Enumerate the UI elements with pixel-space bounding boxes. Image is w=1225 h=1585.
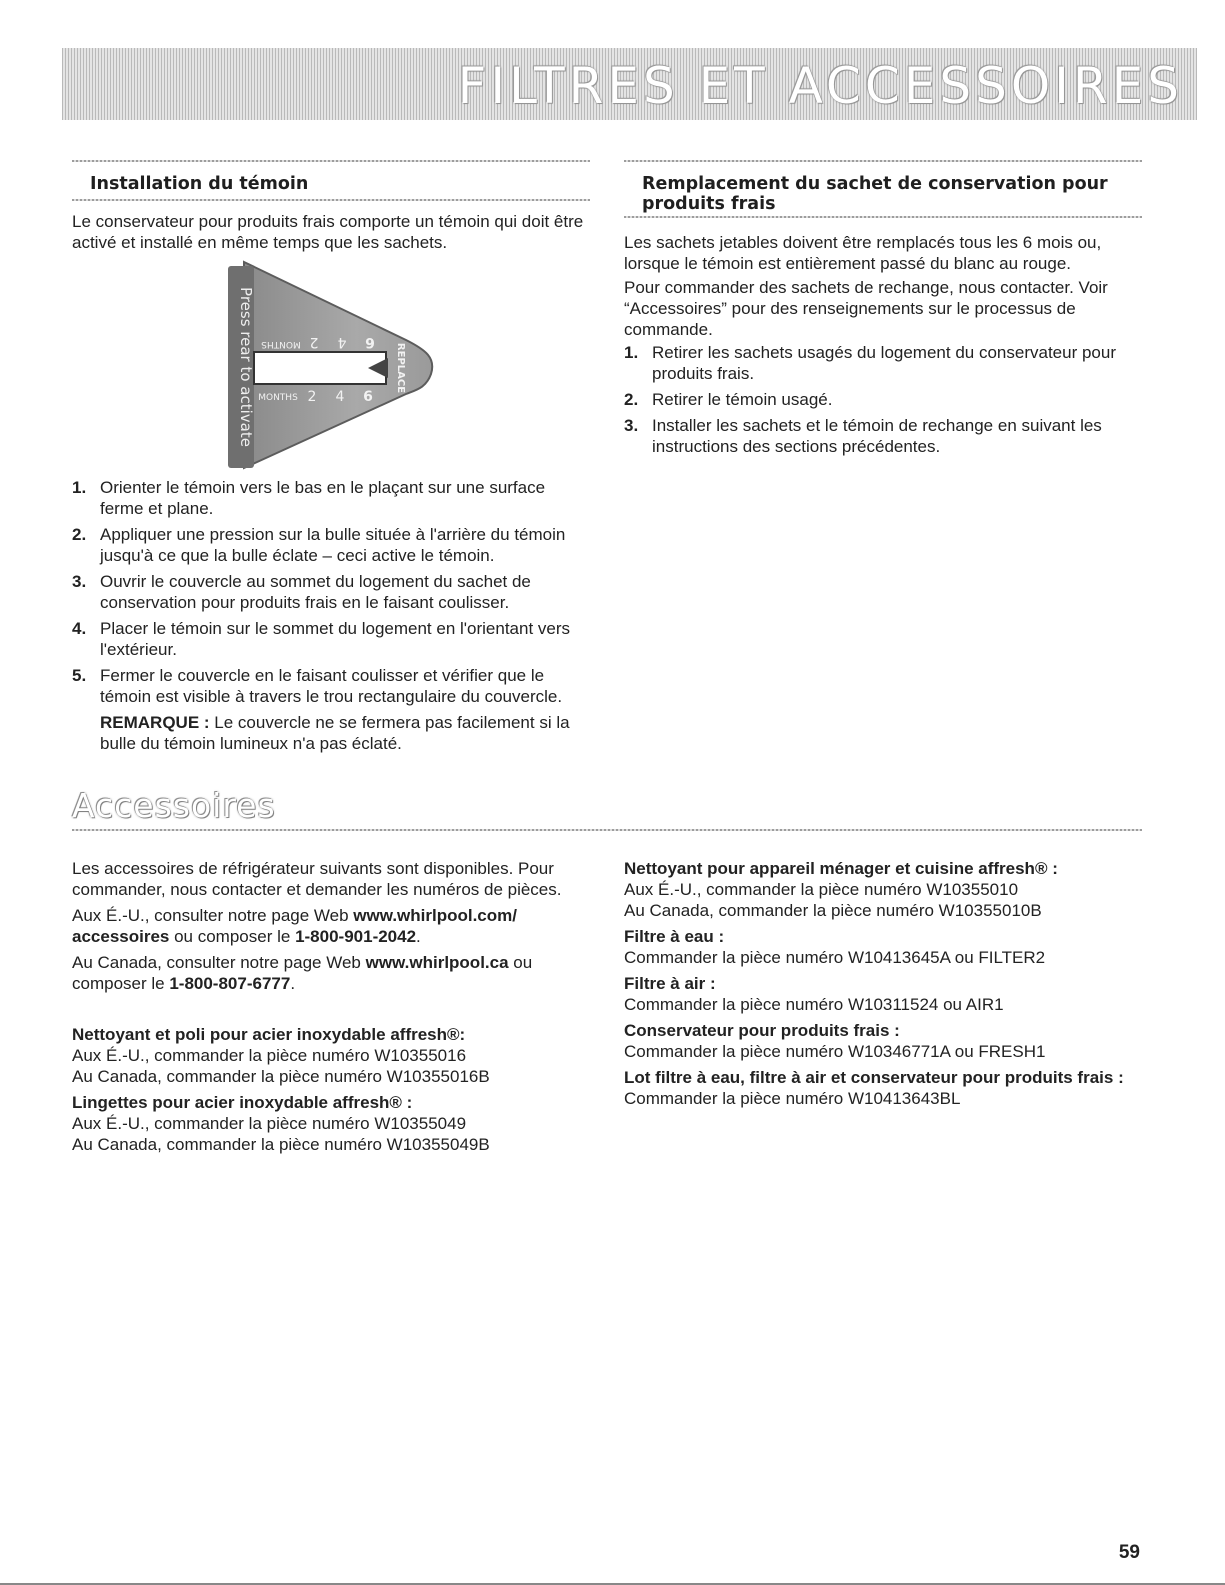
replacement-paragraph-1: Les sachets jetables doivent être remplacés tous les 6 mois ou, lorsque le témoin est entièrement passé du blanc au rouge. [624,233,1102,273]
installation-step: 3. Ouvrir le couvercle au sommet du logement du sachet de conservation pour produits frais en le faisant coulisser. [72,572,531,612]
installation-note [72,712,592,754]
indicator-replace-text: REPLACE [395,342,406,394]
accessory-item: Nettoyant et poli pour acier inoxydable affresh®: Aux É.-U., commander la pièce numéro W10355016 Au Canada, commander la pièce numéro W10355016B [72,1024,597,1087]
indicator-illustration [226,258,436,472]
header-banner [62,48,1197,120]
indicator-num-bottom-6: 6 [363,389,373,405]
note-label: REMARQUE : [100,713,210,732]
indicator-num-bottom-2: 2 [307,389,317,405]
section-rule-top [624,160,1142,162]
accessories-title: Accessoires [72,786,276,825]
accessory-item: Lingettes pour acier inoxydable affresh® : Aux É.-U., commander la pièce numéro W10355049 Au Canada, commander la pièce numéro W10355049B [72,1092,597,1155]
indicator-num-bottom-4: 4 [335,389,345,405]
accessory-item: Conservateur pour produits frais : Commander la pièce numéro W10346771A ou FRESH1 [624,1020,1164,1062]
installation-steps [72,477,592,759]
section-rule-top [72,160,590,162]
indicator-num-top-4: 4 [337,334,347,350]
accessories-left-column [72,858,597,1160]
indicator-side-text: Press rear to activate [237,287,255,447]
installation-step: 5. Fermer le couvercle en le faisant coulisser et vérifier que le témoin est visible à travers le trou rectangulaire du couvercle. [72,666,563,706]
replacement-paragraph-2: Pour commander des sachets de rechange, nous contacter. Voir “Accessoires” pour des renseignements sur le processus de commande. [624,278,1108,339]
accessories-us-contact: Aux É.-U., consulter notre page Web www.whirlpool.com/ accessoires ou composer le 1-800-901-2042. [72,906,517,946]
indicator-num-top-6: 6 [365,334,375,350]
installation-step: 1. Orienter le témoin vers le bas en le plaçant sur une surface ferme et plane. [72,478,546,518]
us-phone: 1-800-901-2042 [295,927,417,946]
installation-step: 4. Placer le témoin sur le sommet du logement en l'orientant vers l'extérieur. [72,619,571,659]
page-number: 59 [1118,1542,1140,1563]
replacement-steps [624,342,1139,462]
accessories-intro: Les accessoires de réfrigérateur suivants sont disponibles. Pour commander, nous contacter et demander les numéros de pièces. [72,859,562,899]
indicator-num-top-2: 2 [309,334,319,350]
ca-phone: 1-800-807-6777 [169,974,291,993]
section-heading-replacement: Remplacement du sachet de conservation pour produits frais [642,174,1108,214]
accessory-title: Nettoyant et poli pour acier inoxydable affresh®: [72,1025,466,1044]
indicator-window [254,352,386,384]
section-heading-installation: Installation du témoin [90,174,309,194]
accessory-title: Filtre à eau : [624,927,725,946]
accessory-title: Lingettes pour acier inoxydable affresh® : [72,1093,413,1112]
indicator-months-top: MONTHS [261,339,301,349]
us-website-link: www.whirlpool.com/ accessoires [72,906,517,946]
accessory-title: Lot filtre à eau, filtre à air et conservateur pour produits frais : [624,1068,1124,1087]
section-rule-bottom [72,199,590,201]
accessory-item: Filtre à air : Commander la pièce numéro W10311524 ou AIR1 [624,973,1164,1015]
note-text: Le couvercle ne se fermera pas facilement si la bulle du témoin lumineux n'a pas éclaté. [100,713,570,753]
ca-website-link: www.whirlpool.ca [365,953,509,972]
replacement-step: 1. Retirer les sachets usagés du logement du conservateur pour produits frais. [624,343,1116,383]
indicator-months-bottom: MONTHS [258,393,298,403]
accessories-right-column [624,858,1164,1114]
section-rule-bottom [624,216,1142,218]
accessory-title: Conservateur pour produits frais : [624,1021,900,1040]
installation-intro: Le conservateur pour produits frais comporte un témoin qui doit être activé et installé en même temps que les sachets. [72,212,584,252]
installation-step: 2. Appliquer une pression sur la bulle située à l'arrière du témoin jusqu'à ce que la bulle éclate – ceci active le témoin. [72,525,566,565]
accessory-item: Nettoyant pour appareil ménager et cuisine affresh® : Aux É.-U., commander la pièce numéro W10355010 Au Canada, commander la pièce numéro W10355010B [624,858,1164,921]
accessory-title: Filtre à air : [624,974,716,993]
accessory-title: Nettoyant pour appareil ménager et cuisine affresh® : [624,859,1058,878]
accessory-item: Lot filtre à eau, filtre à air et conservateur pour produits frais : Commander la pièce numéro W10413643BL [624,1067,1164,1109]
accessories-ca-contact: Au Canada, consulter notre page Web www.whirlpool.ca ou composer le 1-800-807-6777. [72,953,533,993]
accessory-item: Filtre à eau : Commander la pièce numéro W10413645A ou FILTER2 [624,926,1164,968]
page-title: FILTRES ET ACCESSOIRES [457,57,1183,115]
replacement-step: 2. Retirer le témoin usagé. [624,390,833,409]
accessories-rule [72,829,1142,831]
replacement-step: 3. Installer les sachets et le témoin de rechange en suivant les instructions des sections précédentes. [624,416,1102,456]
